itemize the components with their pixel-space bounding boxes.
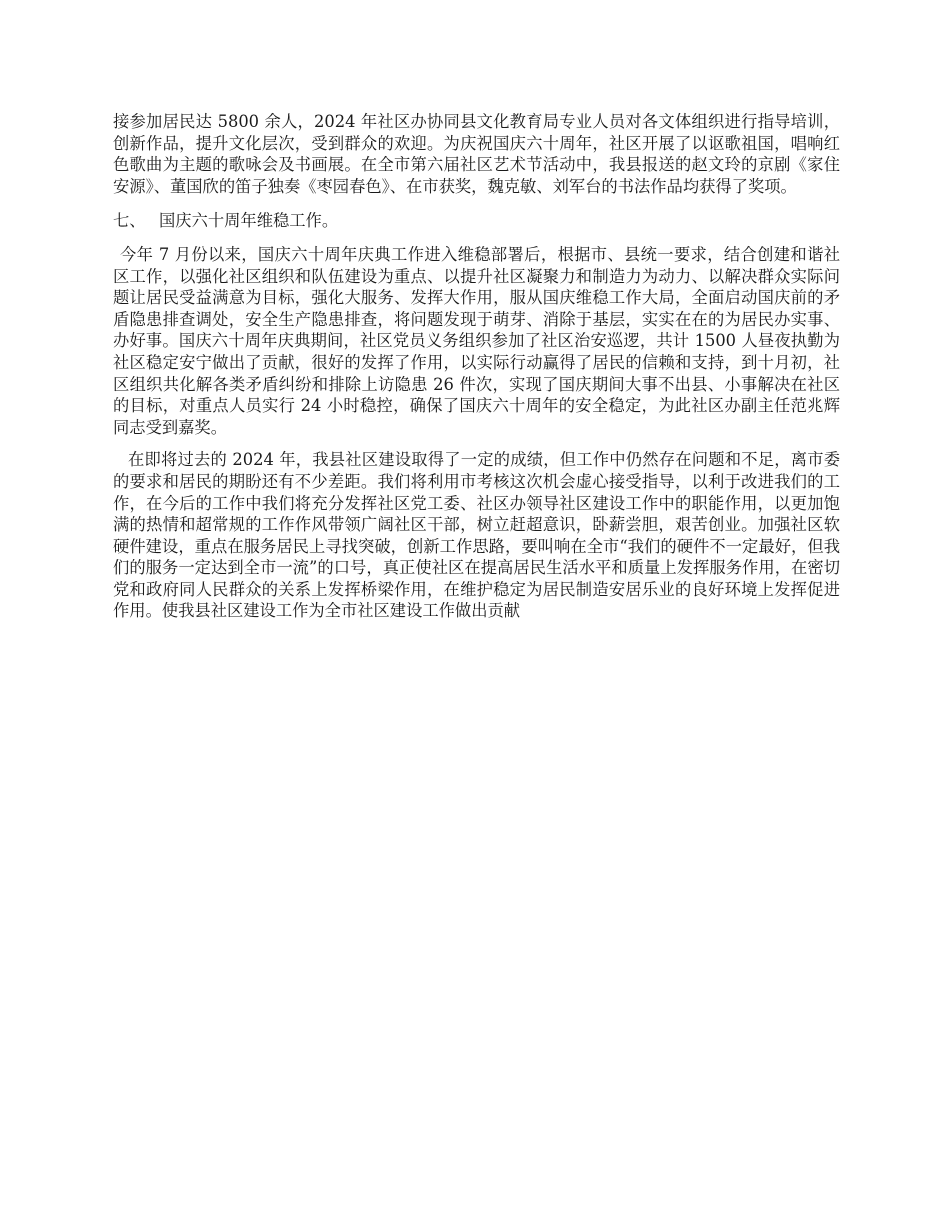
document-body: [113, 111, 840, 622]
section-heading-number: 七、: [113, 211, 146, 231]
paragraph-conclusion: 在即将过去的 2024 年，我县社区建设取得了一定的成绩，但工作中仍然存在问题和不足，离市委的要求和居民的期盼还有不少差距。我们将利用市考核这次机会虚心接受指导，以利于改进我们的工作，在今后的工作中我们将充分发挥社区党工委、社区办领导社区建设工作中的职能作用，以更加饱满的热情和超常规的工作作风带领广阔社区干部，树立赶超意识，卧薪尝胆，艰苦创业。加强社区软硬件建设，重点在服务居民上寻找突破，创新工作思路，要叫响在全市“我们的硬件不一定最好，但我们的服务一定达到全市一流”的口号，真正使社区在提高居民生活水平和质量上发挥服务作用，在密切党和政府同人民群众的关系上发挥桥梁作用，在维护稳定为居民制造安居乐业的良好环境上发挥促进作用。使我县社区建设工作为全市社区建设工作做出贡献: [113, 450, 840, 621]
section-heading: [113, 210, 840, 232]
paragraph-culture-activities: 接参加居民达 5800 余人，2024 年社区办协同县文化教育局专业人员对各文体组织进行指导培训，创新作品，提升文化层次，受到群众的欢迎。为庆祝国庆六十周年，社区开展了以讴歌祖国，唱响红色歌曲为主题的歌咏会及书画展。在全市第六届社区艺术节活动中，我县报送的赵文玲的京剧《家住安源》、董国欣的笛子独奏《枣园春色》、在市获奖，魏克敏、刘军台的书法作品均获得了奖项。: [113, 112, 840, 196]
paragraph-stability-work: 今年 7 月份以来，国庆六十周年庆典工作进入维稳部署后，根据市、县统一要求，结合创建和谐社区工作，以强化社区组织和队伍建设为重点、以提升社区凝聚力和制造力为动力、以解决群众实际问题让居民受益满意为目标，强化大服务、发挥大作用，服从国庆维稳工作大局，全面启动国庆前的矛盾隐患排查调处，安全生产隐患排查，将问题发现于萌芽、消除于基层，实实在在的为居民办实事、办好事。国庆六十周年庆典期间，社区党员义务组织参加了社区治安巡逻，共计 1500 人昼夜执勤为社区稳定安宁做出了贡献，很好的发挥了作用，以实际行动赢得了居民的信赖和支持，到十月初，社区组织共化解各类矛盾纠纷和排除上访隐患 26 件次，实现了国庆期间大事不出县、小事解决在社区的目标，对重点人员实行 24 小时稳控，确保了国庆六十周年的安全稳定，为此社区办副主任范兆辉同志受到嘉奖。: [113, 244, 840, 437]
section-heading-title: 国庆六十周年维稳工作。: [159, 211, 339, 231]
